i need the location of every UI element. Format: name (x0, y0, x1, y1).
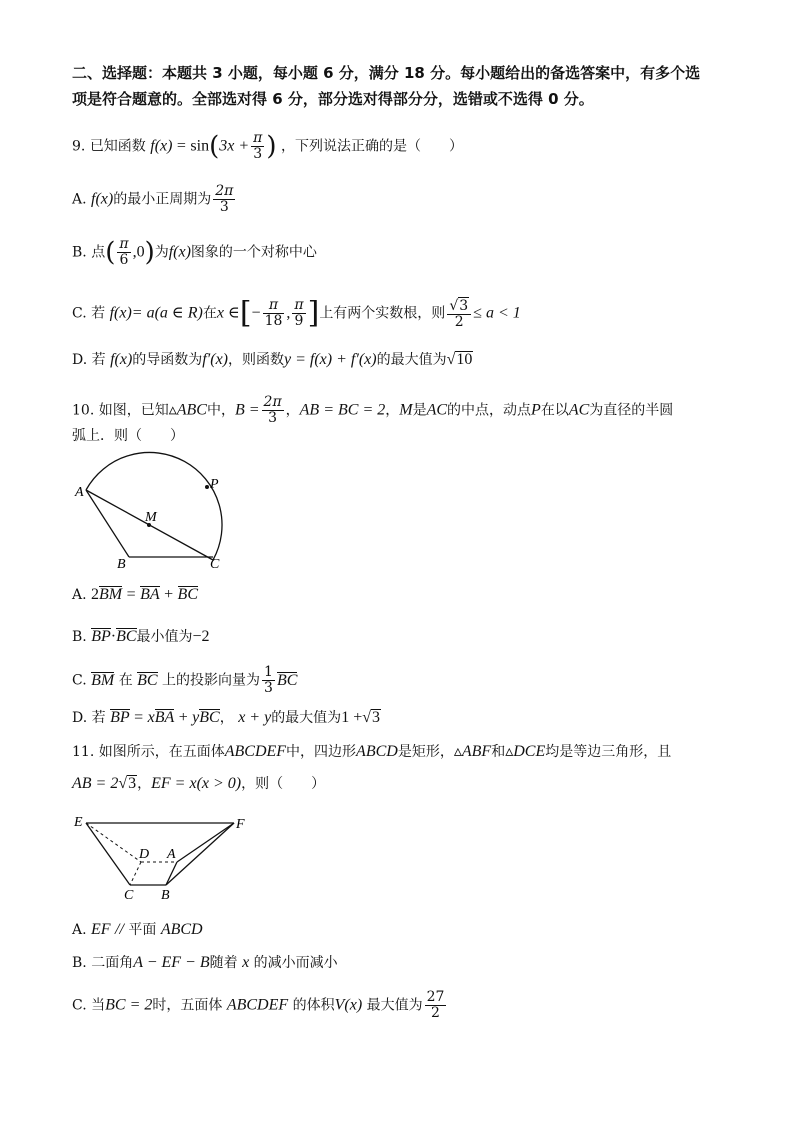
q10-segment-ab (86, 490, 129, 557)
q9-a-fx: f(x) (91, 190, 114, 208)
triangle-symbol: ▵ (505, 743, 514, 760)
q10-a-2: 2 (91, 586, 100, 603)
q10-ab-bc: AB = BC = 2 (299, 401, 386, 419)
q10-c-text2: 上的投影向量为 (162, 672, 261, 689)
q10-text-f: 为直径的半圆 (589, 402, 674, 419)
q9-b-fx: f(x) (168, 243, 191, 261)
q11-a-label: A. (72, 922, 87, 938)
q10-b-neg2: −2 (192, 628, 210, 645)
q9-c-fx: f(x) (109, 304, 132, 322)
q9-b-label: B. (72, 244, 87, 261)
q10-AC2: AC (568, 401, 590, 419)
q11-stem-line2: AB = 2√3，EF = x(x > 0)，则（ ） (72, 775, 326, 792)
q11-c-vx: V(x) (334, 996, 363, 1014)
q11-b-text2: 随着 (209, 955, 238, 971)
q11-b-text3: 的减小而减小 (253, 955, 338, 971)
q10-abc: ABC (176, 401, 207, 419)
q11-c-text2: 时，五面体 (152, 997, 223, 1014)
q10-label-a: A (75, 485, 84, 500)
q10-a-ba: BA (140, 586, 160, 603)
q10-number: 10. (72, 402, 95, 419)
q11-sqrt3: √3 (118, 775, 137, 792)
q10-a-bm: BM (99, 586, 123, 603)
q11-text-e: 均是等边三角形，且 (545, 744, 672, 760)
q9-b-zero: ,0 (132, 243, 145, 261)
q11-edge-ec (86, 823, 130, 885)
bracket-left: [ (239, 295, 252, 331)
q11-edge-ed (86, 823, 141, 862)
q10-B-frac: $\frac{2\pi}{3}$ (263, 394, 282, 426)
q10-c-bc: BC (137, 671, 158, 689)
q11-c-label: C. (72, 997, 87, 1014)
q9-c-mid2: 上有两个实数根，则 (319, 305, 446, 322)
q10-b-bp: BP (91, 628, 111, 645)
q10-point-p (205, 485, 209, 489)
q10-option-d: D. 若 BP = xBA + yBC， x + y的最大值为1 +√3 (72, 709, 380, 726)
q11-b-dihedral: A − EF − B (133, 954, 210, 971)
q10-d-plus: + (178, 709, 188, 726)
q9-d-fx: f(x) (110, 351, 133, 368)
q9-3x: 3x + (219, 137, 250, 155)
q11-figure (72, 812, 257, 902)
q11-label-c: C (124, 888, 134, 902)
q10-stem-line2: 弧上．则（ ） (72, 428, 184, 444)
section-heading-line2: 项是符合题意的。全部选对得 6 分，部分选对得部分分，选错或不选得 0 分。 (72, 90, 594, 108)
q11-abcdef: ABCDEF (224, 743, 287, 760)
q10-d-sqrt3: √3 (362, 709, 380, 726)
q9-option-d (72, 350, 473, 370)
q11-c-frac: $\frac{27}{2}$ (426, 989, 445, 1021)
q11-edge-dc (130, 862, 141, 885)
q10-stem-line1: 10. 如图，已知▵ABC中，B = $\frac{2\pi}{3}$ ，AB = BC = 2，M是AC的中点，动点P在以AC为直径的半圆 (72, 394, 674, 426)
q11-edge-fa (177, 823, 234, 862)
q10-a-label: A. (72, 587, 87, 603)
q11-ab-eq: AB = 2 (72, 775, 119, 792)
q10-label-b: B (117, 557, 126, 572)
q9-b-pre: 点 (91, 244, 106, 261)
q9-c-mid: 在 (202, 305, 217, 322)
q9-fx: f(x) (150, 137, 173, 155)
q10-semicircle-arc (86, 452, 222, 560)
q9-a-frac: $\frac{2\pi}{3}$ (215, 183, 234, 215)
q10-text-c: 是 (412, 402, 427, 419)
q11-c-text1: 当 (91, 997, 106, 1014)
q9-c-label: C. (72, 305, 87, 322)
q11-c-text3: 的体积 (292, 997, 335, 1014)
q10-text-d: 的中点，动点 (447, 402, 532, 419)
q10-B-eq: B = (234, 401, 260, 419)
q11-abf: ABF (461, 743, 492, 760)
triangle-symbol: ▵ (453, 743, 462, 760)
q10-text-e: 在以 (540, 402, 569, 419)
q10-option-a (72, 585, 198, 605)
q10-d-ba: BA (154, 709, 175, 726)
q11-abcd: ABCD (356, 743, 398, 760)
q10-c-bc2: BC (276, 671, 298, 689)
paren-left: ( (209, 131, 220, 162)
q10-d-mid: 的最大值为 (271, 710, 342, 726)
q9-d-fpx: f′(x) (202, 351, 228, 368)
q9-d-label: D. (72, 352, 88, 368)
paren-right: ) (144, 237, 155, 268)
q10-b-label: B. (72, 629, 87, 645)
q11-option-a (72, 920, 203, 940)
q9-prefix: 已知函数 (89, 138, 146, 155)
triangle-symbol: ▵ (168, 401, 177, 419)
q11-c-bc: BC = 2 (105, 996, 153, 1014)
q9-d-pre: 若 (91, 352, 106, 368)
q9-d-mid: 的导函数为 (132, 352, 203, 368)
q9-d-y: y = f(x) + f′(x) (284, 351, 377, 368)
q10-d-bp: BP (110, 709, 130, 726)
q9-a-text: 的最小正周期为 (113, 191, 212, 208)
q11-line2-end: ，则（ ） (241, 776, 326, 792)
q9-option-b (72, 237, 317, 268)
q10-P: P (531, 401, 541, 419)
q10-a-plus: + (164, 586, 174, 603)
paren-right: ) (266, 131, 277, 162)
q9-c-comma: , (286, 304, 291, 322)
q9-a-label: A. (72, 191, 87, 208)
q11-b-x: x (242, 954, 250, 971)
q9-number: 9. (72, 138, 86, 155)
bracket-right: ] (307, 295, 320, 331)
q9-option-a (72, 184, 237, 215)
q10-b-dot: · (110, 628, 117, 645)
q10-a-bc: BC (177, 586, 198, 603)
q11-ef-eq: EF = x(x > 0) (151, 775, 242, 792)
q10-label-p: P (210, 477, 219, 492)
q11-label-b: B (161, 888, 170, 902)
q10-c-label: C. (72, 672, 87, 689)
q9-stem (72, 131, 463, 162)
q9-b-text: 为 (154, 244, 169, 261)
q10-AC: AC (426, 401, 448, 419)
q11-label-d: D (139, 847, 150, 862)
q9-c-frac3: $\frac{√3}{2}$ (447, 297, 471, 330)
q10-d-bc: BC (199, 709, 220, 726)
q10-b-bc: BC (116, 628, 137, 645)
q11-number: 11. (72, 744, 95, 760)
q10-d-pre: 若 (91, 710, 106, 726)
q9-option-c (72, 297, 521, 330)
q10-option-b (72, 627, 210, 647)
q9-b-text2: 图象的一个对称中心 (190, 244, 317, 261)
q9-b-frac: $\frac{\pi}{6}$ (119, 236, 129, 268)
q11-stem-line1 (72, 742, 671, 762)
q10-c-text1: 在 (118, 672, 133, 689)
q11-a-ef: EF (91, 921, 111, 938)
q10-label-c: C (210, 557, 220, 572)
q10-M: M (399, 401, 413, 419)
q10-figure (72, 450, 242, 575)
q9-c-eq-a: = a(a ∈ R) (131, 304, 203, 322)
q10-c-bm: BM (91, 671, 115, 689)
q9-eq: = (176, 137, 186, 155)
q11-b-text1: 二面角 (91, 955, 134, 971)
section-heading-line1: 二、选择题：本题共 3 小题，每小题 6 分，满分 18 分。每小题给出的备选答案中，有多个选 (72, 64, 701, 82)
q9-c-x-in: x ∈ (216, 304, 240, 322)
q11-text-a: 如图所示，在五面体 (98, 744, 225, 760)
q11-text-d: 和 (491, 744, 506, 760)
q11-label-a: A (167, 847, 176, 862)
q9-d-mid3: 的最大值为 (376, 352, 447, 368)
q11-label-f: F (236, 817, 245, 832)
q10-text-a: 如图，已知 (98, 402, 169, 419)
q11-option-b (72, 953, 338, 973)
q10-option-c (72, 665, 297, 696)
q11-option-c (72, 990, 448, 1021)
q11-text-b: 中，四边形 (286, 744, 357, 760)
q11-edge-ab (166, 862, 177, 885)
q11-a-text: 平面 (128, 922, 157, 938)
q11-text-c: 是矩形， (397, 744, 454, 760)
q9-suffix: ，下列说法正确的是（ ） (280, 138, 463, 155)
q11-dce: DCE (513, 743, 546, 760)
q11-a-parallel: // (115, 921, 124, 938)
q10-c-frac: $\frac{1}{3}$ (264, 664, 273, 696)
paren-left: ( (105, 237, 116, 268)
q10-a-eq: = (126, 586, 136, 603)
q10-d-xy: x + y (238, 709, 272, 726)
q11-c-abcdef: ABCDEF (226, 996, 289, 1014)
q9-sin: sin (190, 137, 210, 155)
q9-pi-over-3: $\frac{\pi}{3}$ (253, 130, 263, 162)
q9-d-mid2: ，则函数 (228, 352, 284, 368)
q9-c-neg: − (251, 304, 261, 322)
q10-d-y: y (192, 709, 200, 726)
q10-label-m: M (145, 510, 157, 525)
q10-d-eq: = (134, 709, 144, 726)
q11-edge-bf (166, 823, 234, 885)
q11-c-text4: 最大值为 (366, 997, 423, 1014)
q9-c-ineq: ≤ a < 1 (473, 304, 521, 322)
q10-d-oneplus: 1 + (341, 709, 363, 726)
q11-a-abcd: ABCD (160, 921, 203, 938)
q9-c-pre: 若 (91, 305, 106, 322)
q10-text-b: 中， (206, 402, 235, 419)
q10-b-text: 最小值为 (136, 629, 193, 645)
q9-c-frac2: $\frac{\pi}{9}$ (294, 297, 304, 329)
q11-label-e: E (74, 815, 83, 830)
q11-b-label: B. (72, 955, 87, 971)
q9-d-sqrt10: √10 (446, 351, 473, 368)
q10-d-label: D. (72, 710, 88, 726)
q10-d-x: x (147, 709, 155, 726)
q9-c-frac1: $\frac{\pi}{18}$ (264, 297, 283, 329)
